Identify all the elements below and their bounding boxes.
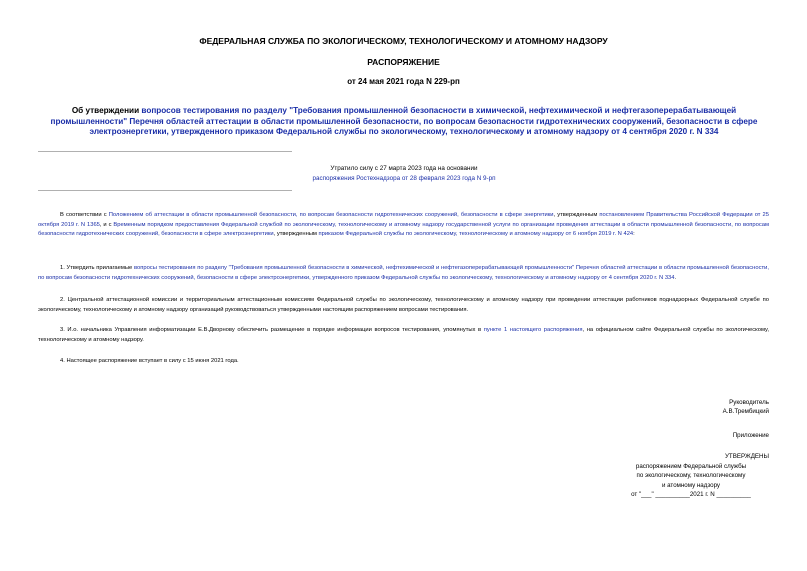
preamble-text: В соответствии с xyxy=(60,212,109,218)
item-1-text: . xyxy=(674,274,677,281)
item-3-text: , на официальном сайте Федеральной службы по экологическому, технологическому и атомному надзору. xyxy=(38,327,769,343)
preamble-text: , утвержденным xyxy=(273,231,319,238)
preamble-text: , утвержденным xyxy=(553,212,600,218)
approval-line: по экологическому, технологическому xyxy=(636,472,746,480)
signature-role: Руководитель xyxy=(729,399,769,406)
document-date: от 24 мая 2021 года N 229-рп xyxy=(347,77,460,86)
preamble-link-decree[interactable]: постановлением Правительства Российской Федерации от 25 октября 2019 г. N 1365 xyxy=(38,212,769,228)
item-2-text: 2. Центральной аттестационной комиссии и территориальным аттестационным комиссиям Федеральной службы по экологическому, технологическому и атомному надзору при проведении аттестации работников поднадзорных Федеральной службе по экологическому, технологическому и атомному надзору организаций руководствоваться утвержденными настоящим распоряжением вопросами тестирования. xyxy=(38,297,769,313)
approval-line: распоряжением Федеральной службы xyxy=(635,463,747,470)
agency-name: ФЕДЕРАЛЬНАЯ СЛУЖБА ПО ЭКОЛОГИЧЕСКОМУ, ТЕХНОЛОГИЧЕСКОМУ И АТОМНОМУ НАДЗОРУ xyxy=(199,36,608,46)
title-link[interactable]: вопросов тестирования по разделу "Требования промышленной безопасности в химической, нефтехимической и нефтегазоперерабатывающей промышленности" Перечня областей аттестации в области промышленной безопасности, по вопросам безопасности гидротехнических сооружений, безопасности в сфере электроэнергетики, утвержденного приказом Федеральной службы по экологическому, технологическому и атомному надзору от 4 сентября 2020 г. N 334 xyxy=(50,106,758,137)
document-type: РАСПОРЯЖЕНИЕ xyxy=(367,57,440,67)
item-1-link-order[interactable]: приказом Федеральной службы по экологическому, технологическому и атомному надзору от 4 сентября 2020 г. N 334 xyxy=(354,274,675,281)
item-1-text: 1. Утвердить прилагаемые xyxy=(60,265,134,271)
preamble-link-procedure[interactable]: Временным порядком предоставления Федеральной службой по экологическому, технологическому и атомному надзору государственной услуги по организации проведения аттестации в области промышленной безопасности, по вопросам безопасности гидротехнических сооружений, безопасности в сфере электроэнергетики xyxy=(38,221,769,238)
preamble xyxy=(38,211,769,240)
expired-notice xyxy=(258,164,550,184)
signature-name: А.В.Трембицкий xyxy=(722,408,769,416)
item-4-text: 4. Настоящее распоряжение вступает в силу с 15 июня 2021 года. xyxy=(60,358,239,364)
preamble-link-regulation[interactable]: Положением об аттестации в области промышленной безопасности, по вопросам безопасности гидротехнических сооружений, безопасности в сфере энергетики xyxy=(108,212,554,218)
document-title xyxy=(36,106,772,138)
item-1 xyxy=(38,264,769,283)
divider-bottom xyxy=(38,190,292,191)
approval-line: и атомному надзору xyxy=(661,481,721,489)
divider-top xyxy=(38,151,292,152)
item-3 xyxy=(38,326,769,345)
approval-date-line: от "___" __________2021 г. N __________ xyxy=(631,491,751,499)
expired-link[interactable]: распоряжения Ростехнадзора от 28 февраля 2023 года N 9-рп xyxy=(312,175,496,182)
preamble-text: : xyxy=(633,231,635,238)
item-1-link-questions[interactable]: вопросы тестирования по разделу "Требования промышленной безопасности в химической, нефтехимической и нефтегазоперерабатывающей промышленности" Перечня областей аттестации в области промышленной безопасности, по вопросам безопасности гидротехнических сооружений, безопасности в сфере электроэнергетики, утвержденного xyxy=(38,265,769,281)
signature-block xyxy=(723,398,769,417)
appendix-label: Приложение xyxy=(732,432,769,439)
item-2 xyxy=(38,296,769,315)
expired-line: Утратило силу с 27 марта 2023 года на основании xyxy=(330,165,478,172)
title-prefix: Об утверждении xyxy=(71,106,142,115)
preamble-text: , и с xyxy=(99,221,114,228)
preamble-link-order[interactable]: приказом Федеральной службы по экологическому, технологическому и атомному надзору от 6 ноября 2019 г. N 424 xyxy=(318,231,634,238)
item-3-text: 3. И.о. начальника Управления информатизации Е.В.Дворнову обеспечить размещение в порядке информации вопросов тестирования, упомянутых в xyxy=(60,327,484,333)
approval-block xyxy=(612,462,770,500)
approved-heading: УТВЕРЖДЕНЫ xyxy=(725,453,769,460)
item-3-link[interactable]: пункте 1 настоящего распоряжения xyxy=(483,327,583,333)
item-4 xyxy=(38,357,769,367)
